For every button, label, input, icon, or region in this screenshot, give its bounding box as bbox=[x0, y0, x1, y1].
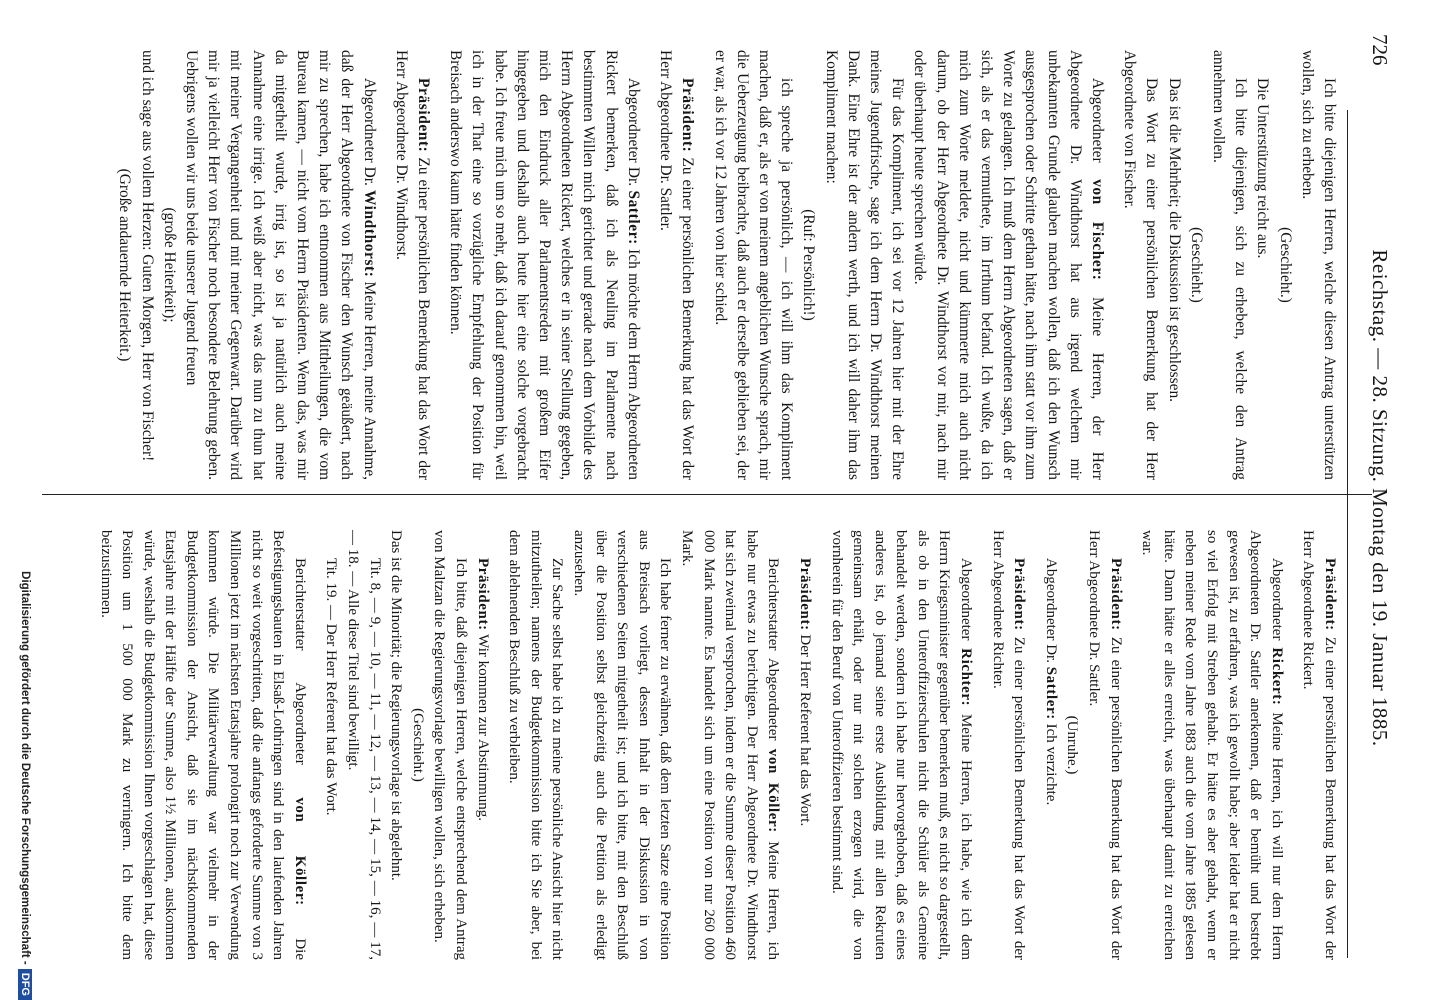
stage-direction: (Unruhe.) bbox=[1064, 715, 1081, 775]
speaker-name: Präsident: bbox=[415, 78, 433, 153]
speaker-name: Präsident: bbox=[1322, 558, 1338, 631]
speaker-title: Berichterstatter Abgeordneter bbox=[291, 558, 308, 798]
speaker-name: von Köller: bbox=[765, 748, 782, 833]
stage-direction: (Geschieht.) bbox=[1187, 227, 1205, 303]
speech-text: Der Herr Referent hat das Wort. bbox=[796, 630, 813, 827]
speech-text: Zu einer persönlichen Bemerkung hat das Wort der Herr Abgeordnete Richter. bbox=[989, 530, 1028, 960]
speech-text: Zu einer persönlichen Bemerkung hat das Wort der Herr Abgeordnete Dr. Sattler. bbox=[1086, 530, 1124, 960]
body-paragraph: Ich bitte diejenigen Herren, welche diesen Antrag unterstützen wollen, sich zu erheben. bbox=[1298, 50, 1338, 480]
body-paragraph: Zur Sache selbst habe ich zu meine persönliche Ansicht hier nicht mitzutheilen; namens der Budgetkommission bitte ich Sie aber, bei dem ablehnenden Beschluß zu verbleiben. bbox=[506, 530, 566, 960]
body-paragraph: Ich bitte diejenigen, sich zu erheben, welche den Antrag annehmen wollen. bbox=[1209, 50, 1250, 480]
stage-direction: (Ruf: Persönlich!) bbox=[800, 209, 818, 321]
paragraph-gap bbox=[1029, 530, 1039, 960]
paragraph-gap bbox=[815, 530, 825, 960]
speech-text: Meine Herren, ich will nur dem Herrn Abgeordneten Dr. Sattler anerkennen, daß er bemüht und bestrebt gewesen ist, zu erfahren, was ich gewollt habe; aber leider hat er nicht so viel Erfolg mit Streben gehabt. Er hätte es aber gehabt, wenn er neben meiner Rede vom Jahre 1883 auch die vom Jahre 1885 gelesen hätte. Dann hätte er alles erreicht, was überhaupt damit zu erreichen war. bbox=[1139, 530, 1285, 960]
paragraph-gap bbox=[698, 50, 708, 480]
speech-text: Meine Herren, der Herr Abgeordnete Dr. Windthorst hat aus irgend welchem mir unbekannten Grunde glauben machen wollen, daß ich den Wunsch ausgesprochen oder Schritte gethan hätte, nach ihm statt vor ihm zum Worte zu gelangen. Ich muß dem Herrn Abgeordneten sagen, daß er sich, als er das vermuthete, im Irrthum befand. Ich wußte, da ich mich zum Worte meldete, nicht und kümmerte mich auch nicht darum, ob der Herr Abgeordnete Dr. Windthorst vor mir, nach mir oder überhaupt heute sprechen würde. bbox=[911, 50, 1106, 480]
speaker-name: Präsident: bbox=[679, 78, 697, 153]
body-paragraph: und ich sage aus vollem Herzen: Guten Morgen, Herr von Fischer! bbox=[138, 50, 156, 462]
speech-paragraph bbox=[444, 50, 644, 480]
speech-text: Zu einer persönlichen Bemerkung hat das Wort der Herr Abgeordnete Dr. Windthorst. bbox=[392, 50, 433, 480]
paragraph-gap bbox=[783, 530, 793, 960]
speech-paragraph bbox=[908, 50, 1108, 480]
paragraph-gap bbox=[1108, 50, 1118, 480]
body-paragraph: Tit. 8, — 9, — 10, — 11, — 12, — 13, — 14, — 15, — 16, — 17, — 18. — Alle diese Titel sind bewilligt. bbox=[345, 530, 383, 960]
speech-paragraph bbox=[825, 530, 976, 960]
page-number: 726 bbox=[1368, 34, 1392, 66]
speech-paragraph bbox=[675, 530, 783, 960]
stage-direction: (große Heiterkeit); bbox=[160, 207, 178, 323]
body-paragraph: Das ist die Minorität; die Regierungsvorlage ist abgelehnt. bbox=[388, 530, 405, 881]
running-head: Reichstag. — 28. Sitzung. Montag den 19. Januar 1885. bbox=[1368, 249, 1392, 747]
paragraph-gap bbox=[310, 530, 320, 960]
speech-paragraph bbox=[390, 50, 434, 480]
speech-paragraph bbox=[94, 530, 310, 960]
column-divider bbox=[42, 494, 1372, 495]
body-paragraph: Die Unterstützung reicht aus. bbox=[1254, 78, 1272, 259]
paragraph-gap bbox=[1126, 530, 1136, 960]
speaker-title: Berichterstatter Abgeordneter bbox=[765, 558, 782, 749]
speech-paragraph bbox=[1039, 530, 1061, 960]
body-paragraph: ich spreche ja persönlich, — ich will ihm das Kompliment machen, daß er, als er von meinem angeblichen Wunsche sprach, mir die Ueberzeugung beibrachte, daß auch er derselbe geblieben sei, der er war, als ich vor 12 Jahren von hier schied. bbox=[711, 50, 796, 480]
speaker-title: Abgeordneter bbox=[958, 558, 975, 649]
speech-paragraph bbox=[1297, 530, 1340, 960]
speech-text: Die Befestigungsbauten in Elsaß-Lothringen sind in den laufenden Jahren nicht so weit vorgeschritten, daß die anfangs geforderte Summe von 3 Millionen jetzt im nächsten Etatsjahre prolongirt noch zur Verwendung kommen würde. Die Militärverwaltung war vielmehr in der Budgetkommission der Ansicht, daß sie im nächstkommenden Etatsjahre mit der Hälfte der Summe, also 1½ Millionen, auskommen würde, weshalb die Budgetkommission Ihnen vorgeschlagen hat, diese Position um 1 500 000 Mark zu verringern. Ich bitte dem beizustimmen. bbox=[97, 530, 308, 960]
speaker-name: Windthorst: bbox=[360, 189, 378, 278]
speech-paragraph bbox=[180, 50, 380, 480]
speech-paragraph bbox=[471, 530, 493, 960]
speech-text: Meine Herren, ich habe, wie ich dem Herrn Kriegsminister gegenüber bemerken muß, es nicht so dargestellt, als ob in den Unteroffizierschulen nicht die Schüler als Gemeine behandelt werden, sondern ich habe nur hervorgehoben, daß es eines anderes ist, ob jemand seine erste Ausbildung mit allen Rekruten gemeinsam erhält, oder nur mit solchen erzogen wird, die von vornherein für den Beruf von Unteroffizieren bestimmt sind. bbox=[828, 530, 975, 960]
speech-paragraph bbox=[654, 50, 698, 480]
paragraph-gap bbox=[493, 530, 503, 960]
speech-text: Zu einer persönlichen Bemerkung hat das Wort der Herr Abgeordnete Dr. Sattler. bbox=[657, 50, 697, 480]
speaker-name: Sattler: bbox=[1042, 666, 1059, 720]
body-paragraph: Ich bitte, daß diejenigen Herren, welche entsprechend dem Antrag von Maltzan die Regierungsvorlage bewilligen wollen, sich erheben. bbox=[431, 530, 470, 960]
speaker-title: Abgeordneter Dr. bbox=[1042, 558, 1059, 667]
speech-paragraph bbox=[793, 530, 815, 960]
dfg-logo: DFG bbox=[18, 969, 32, 1000]
body-paragraph: Das ist die Mehrheit; die Diskussion ist geschlossen. bbox=[1165, 78, 1183, 403]
paragraph-gap bbox=[1287, 530, 1297, 960]
paragraph-gap bbox=[644, 50, 654, 480]
speaker-name: Präsident: bbox=[474, 558, 491, 631]
speech-text: Meine Herren, ich habe nur etwas zu berichtigen. Der Herr Abgeordnete Dr. Windthorst hat sich zweimal versprochen, indem er die Summe dieser Position 460 000 Mark nannte. Es handelt sich um eine Position von nur 260 000 Mark. bbox=[678, 530, 782, 960]
speaker-name: Präsident: bbox=[1107, 558, 1124, 631]
body-paragraph: Ich habe ferner zu erwähnen, daß dem letzten Satze eine Position aus Breisach vorliegt, dessen Inhalt in der Diskussion in von verschiedenen Seiten mitgetheilt ist; und ich bitte, mit den Beschluß über die Position selbst gleichzeitig auch die Petition als erledigt anzusehen. bbox=[571, 530, 674, 960]
speech-paragraph bbox=[1136, 530, 1287, 960]
body-paragraph: Tit. 19. — Der Herr Referent hat das Wort. bbox=[323, 558, 340, 816]
paragraph-gap bbox=[434, 50, 444, 480]
speaker-title: Abgeordneter bbox=[1088, 78, 1106, 180]
speech-text: Ich verzichte. bbox=[1042, 719, 1059, 806]
body-paragraph: Für das Kompliment, ich sei vor 12 Jahren hier mit der Ehre meines Jugendfrische, sage ich dem Herrn Dr. Windthorst meinen Dank. Eine Ehre ist der andern werth, und ich will daher ihm das Kompliment machen: bbox=[822, 50, 907, 480]
right-column bbox=[94, 530, 1340, 960]
stage-direction: (Geschieht.) bbox=[1276, 227, 1294, 303]
speaker-name: Sattler: bbox=[624, 190, 642, 245]
body-paragraph: Das Wort zu einer persönlichen Bemerkung hat der Herr Abgeordnete von Fischer. bbox=[1121, 50, 1161, 480]
left-column bbox=[113, 50, 1340, 480]
speaker-name: von Köller: bbox=[291, 797, 308, 906]
speaker-name: Präsident: bbox=[1011, 558, 1028, 631]
speech-text: Ich möchte dem Herrn Abgeordneten Rickert bemerken, daß ich als Neuling im Parlamente nach bestimmten Willen mich gerichtet und gerade nach dem Vorbilde des Herrn Abgeordneten Rickert, welches er in seiner Stellung gegeben, mich den Eindruck aller Parlamentsreden mit großem Eifer hingegeben und deshalb auch heute hier eine solche vorgebracht habe. Ich freue mich um so mehr, daß ich darauf genommen bin, weil ich in der That eine so vorzügliche Empfehlung der Position für Breisach anderswo kaum hätte finden können. bbox=[447, 50, 642, 480]
digitization-credit bbox=[18, 420, 32, 1000]
speech-paragraph bbox=[1082, 530, 1125, 960]
speaker-name: Präsident: bbox=[796, 558, 813, 631]
stage-direction: (Große andauernde Heiterkeit.) bbox=[116, 168, 134, 362]
header-rule bbox=[1347, 110, 1348, 958]
credit-text: Digitalisierung gefördert durch die Deutsche Forschungsgemeinschaft - bbox=[19, 571, 31, 965]
speech-paragraph bbox=[986, 530, 1029, 960]
stage-direction: (Geschieht.) bbox=[409, 708, 426, 782]
paragraph-gap bbox=[976, 530, 986, 960]
speech-text: Zu einer persönlichen Bemerkung hat das Wort der Herr Abgeordnete Rickert. bbox=[1300, 530, 1338, 960]
speech-text: Wir kommen zur Abstimmung. bbox=[474, 630, 491, 822]
speaker-name: Richter: bbox=[958, 648, 975, 707]
speaker-title: Abgeordneter Dr. bbox=[624, 78, 642, 191]
page-header bbox=[1356, 18, 1406, 978]
speech-text: Meine Herren, meine Annahme, daß der Herr Abgeordnete von Fischer den Wunsch geäußert, nach mir zu sprechen, habe ich entnommen aus Mittheilungen, die vom Bureau kamen, — nicht vom Herrn Präsidenten. Wenn das, was mir da mitgetheilt wurde, irrig ist, so ist ja natürlich auch meine Annahme eine irrige. Ich weiß aber nicht, was das nun zu thun hat mit meiner Vergangenheit und mit meiner Gegenwart. Darüber wird mir ja vielleicht Herr von Fischer noch besondere Belehrung geben. Uebrigens wollen wir uns beide unserer Jugend freuen bbox=[183, 50, 378, 480]
speaker-name: von Fischer: bbox=[1088, 179, 1106, 281]
speaker-title: Abgeordneter Dr. bbox=[360, 78, 378, 190]
speaker-title: Abgeordneter bbox=[1268, 558, 1285, 648]
paragraph-gap bbox=[380, 50, 390, 480]
speaker-name: Rickert: bbox=[1268, 647, 1285, 706]
